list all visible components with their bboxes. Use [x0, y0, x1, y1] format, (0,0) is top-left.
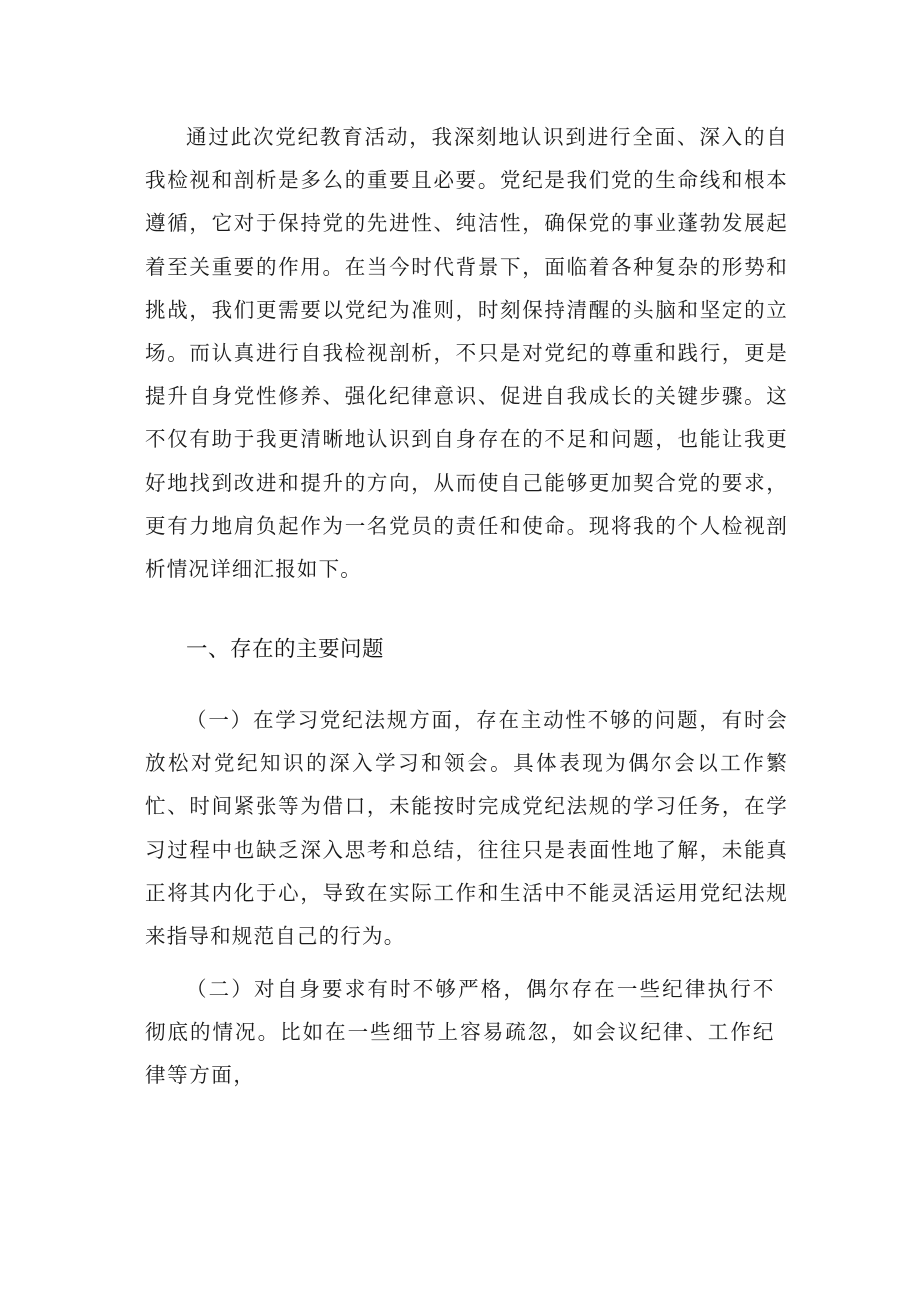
problem-item-two: （二）对自身要求有时不够严格，偶尔存在一些纪律执行不彻底的情况。比如在一些细节上容易疏忽，如会议纪律、工作纪律等方面， [145, 977, 775, 1088]
section-heading: 一、存在的主要问题 [186, 637, 385, 662]
problem-item-one: （一）在学习党纪法规方面，存在主动性不够的问题，有时会放松对党纪知识的深入学习和领会。具体表现为偶尔会以工作繁忙、时间紧张等为借口，未能按时完成党纪法规的学习任务，在学习过程中也缺乏深入思考和总结，往往只是表面性地了解，未能真正将其内化于心，导致在实际工作和生活中不能灵活运用党纪法规来指导和规范自己的行为。 [145, 708, 788, 949]
intro-paragraph: 通过此次党纪教育活动，我深刻地认识到进行全面、深入的自我检视和剖析是多么的重要且必要。党纪是我们党的生命线和根本遵循，它对于保持党的先进性、纯洁性，确保党的事业蓬勃发展起着至关重要的作用。在当今时代背景下，面临着各种复杂的形势和挑战，我们更需要以党纪为准则，时刻保持清醒的头脑和坚定的立场。而认真进行自我检视剖析，不只是对党纪的尊重和践行，更是提升自身党性修养、强化纪律意识、促进自我成长的关键步骤。这不仅有助于我更清晰地认识到自身存在的不足和问题，也能让我更好地找到改进和提升的方向，从而使自己能够更加契合党的要求，更有力地肩负起作为一名党员的责任和使命。现将我的个人检视剖析情况详细汇报如下。 [145, 125, 788, 582]
